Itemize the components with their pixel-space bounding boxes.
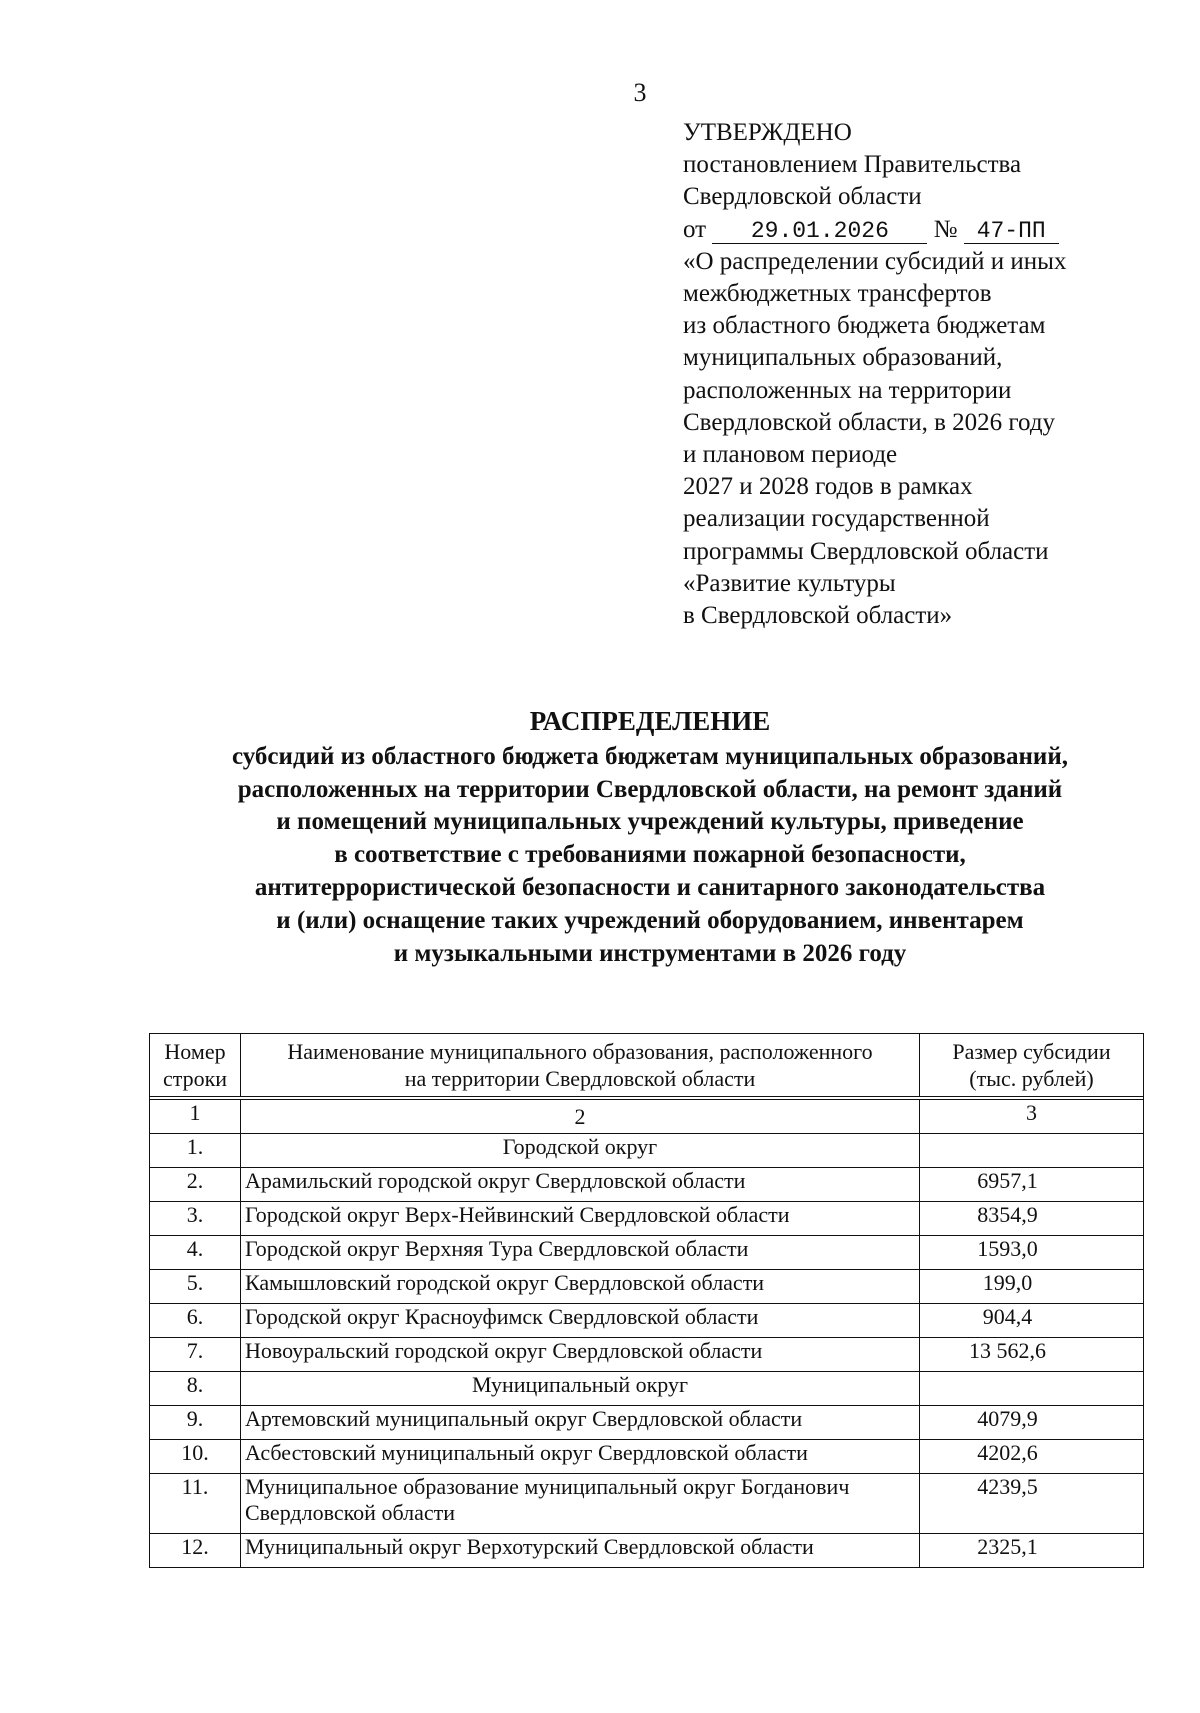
column-number-row	[150, 1100, 1144, 1134]
approval-title: УТВЕРЖДЕНО	[683, 119, 852, 146]
amount-cell: 4239,5	[920, 1474, 1144, 1534]
table-row	[150, 1440, 1144, 1474]
amount-cell: 904,4	[920, 1304, 1144, 1338]
header-amount	[920, 1034, 1144, 1097]
subject-line: программы Свердловской области	[683, 537, 1049, 565]
header-row-number	[150, 1034, 241, 1097]
subject-line: «О распределении субсидий и иных	[683, 247, 1067, 275]
table-row	[150, 1236, 1144, 1270]
table-row	[150, 1534, 1144, 1568]
header-municipality	[241, 1034, 920, 1097]
section-title-cell: Городской округ	[241, 1134, 920, 1168]
municipality-cell: Арамильский городской округ Свердловской области	[241, 1168, 920, 1202]
amount-cell: 13 562,6	[920, 1338, 1144, 1372]
approval-number: 47-ПП	[964, 219, 1059, 244]
table-row	[150, 1270, 1144, 1304]
amount-cell: 4079,9	[920, 1406, 1144, 1440]
amount-cell: 199,0	[920, 1270, 1144, 1304]
approval-line-1: постановлением Правительства	[683, 151, 1022, 179]
page-number: 3	[633, 78, 647, 107]
table-body	[150, 1134, 1144, 1568]
header-text: (тыс. рублей)	[969, 1066, 1094, 1091]
header-text: строки	[162, 1066, 228, 1091]
row-number-cell: 4.	[150, 1236, 241, 1270]
municipality-cell: Асбестовский муниципальный округ Свердловской области	[241, 1440, 920, 1474]
heading-line: расположенных на территории Свердловской области, на ремонт зданий	[237, 775, 1063, 803]
subject-line: из областного бюджета бюджетам	[683, 312, 1046, 340]
heading-line: субсидий из областного бюджета бюджетам муниципальных образований,	[232, 742, 1068, 770]
subject-line: реализации государственной	[683, 505, 990, 533]
subject-line: в Свердловской области»	[683, 602, 953, 630]
amount-cell: 4202,6	[920, 1440, 1144, 1474]
subject-line: «Развитие культуры	[683, 569, 896, 597]
document-heading	[100, 705, 1200, 970]
heading-line: и (или) оснащение таких учреждений оборудованием, инвентарем	[276, 906, 1024, 934]
municipality-cell: Городской округ Красноуфимск Свердловской области	[241, 1304, 920, 1338]
subject-line: и плановом периоде	[683, 441, 898, 469]
column-number: 1	[150, 1100, 241, 1134]
approval-date: 29.01.2026	[712, 219, 927, 244]
approval-line-2: Свердловской области	[683, 183, 922, 211]
row-number-cell: 7.	[150, 1338, 241, 1372]
date-prefix: от	[683, 215, 707, 243]
row-number-cell: 9.	[150, 1406, 241, 1440]
header-text: Номер	[164, 1039, 226, 1064]
table-row	[150, 1338, 1144, 1372]
row-number-cell: 8.	[150, 1372, 241, 1406]
amount-cell: 8354,9	[920, 1202, 1144, 1236]
amount-cell: 6957,1	[920, 1168, 1144, 1202]
heading-title: РАСПРЕДЕЛЕНИЕ	[529, 706, 771, 736]
row-number-cell: 2.	[150, 1168, 241, 1202]
section-title-cell: Муниципальный округ	[241, 1372, 920, 1406]
municipality-cell: Городской округ Верхняя Тура Свердловской области	[241, 1236, 920, 1270]
column-number: 2	[241, 1100, 920, 1134]
subject-line: 2027 и 2028 годов в рамках	[683, 473, 973, 501]
row-number-cell: 6.	[150, 1304, 241, 1338]
municipality-cell: Муниципальный округ Верхотурский Свердловской области	[241, 1534, 920, 1568]
amount-cell: 1593,0	[920, 1236, 1144, 1270]
row-number-cell: 3.	[150, 1202, 241, 1236]
row-number-cell: 10.	[150, 1440, 241, 1474]
approval-date-line	[683, 214, 1183, 246]
approval-block	[683, 117, 1183, 632]
table-row	[150, 1168, 1144, 1202]
municipality-cell: Артемовский муниципальный округ Свердловской области	[241, 1406, 920, 1440]
heading-line: и музыкальными инструментами в 2026 году	[393, 939, 907, 967]
amount-cell	[920, 1372, 1144, 1406]
heading-line: и помещений муниципальных учреждений культуры, приведение	[276, 808, 1024, 836]
header-text: Наименование муниципального образования, расположенного	[287, 1039, 873, 1064]
row-number-cell: 1.	[150, 1134, 241, 1168]
subject-line: Свердловской области, в 2026 году	[683, 408, 1056, 436]
municipality-cell: Камышловский городской округ Свердловской области	[241, 1270, 920, 1304]
table-header-row	[150, 1034, 1144, 1097]
row-number-cell: 11.	[150, 1474, 241, 1534]
number-prefix: №	[933, 215, 958, 243]
amount-cell	[920, 1134, 1144, 1168]
municipality-cell: Городской округ Верх-Нейвинский Свердловской области	[241, 1202, 920, 1236]
municipality-cell: Новоуральский городской округ Свердловской области	[241, 1338, 920, 1372]
heading-line: антитеррористической безопасности и санитарного законодательства	[254, 873, 1046, 901]
table-row	[150, 1406, 1144, 1440]
table-row	[150, 1474, 1144, 1534]
table-row	[150, 1134, 1144, 1168]
municipality-cell: Муниципальное образование муниципальный округ Богданович Свердловской области	[241, 1474, 920, 1534]
heading-line: в соответствие с требованиями пожарной безопасности,	[334, 841, 966, 869]
subject-line: межбюджетных трансфертов	[683, 280, 992, 308]
column-number: 3	[920, 1100, 1144, 1134]
subject-line: расположенных на территории	[683, 376, 1012, 404]
table-row	[150, 1372, 1144, 1406]
subsidy-table	[149, 1033, 1144, 1568]
amount-cell: 2325,1	[920, 1534, 1144, 1568]
row-number-cell: 5.	[150, 1270, 241, 1304]
header-text: на территории Свердловской области	[404, 1066, 756, 1091]
table-row	[150, 1202, 1144, 1236]
header-text: Размер субсидии	[952, 1039, 1111, 1064]
subject-line: муниципальных образований,	[683, 344, 1003, 372]
table-row	[150, 1304, 1144, 1338]
row-number-cell: 12.	[150, 1534, 241, 1568]
